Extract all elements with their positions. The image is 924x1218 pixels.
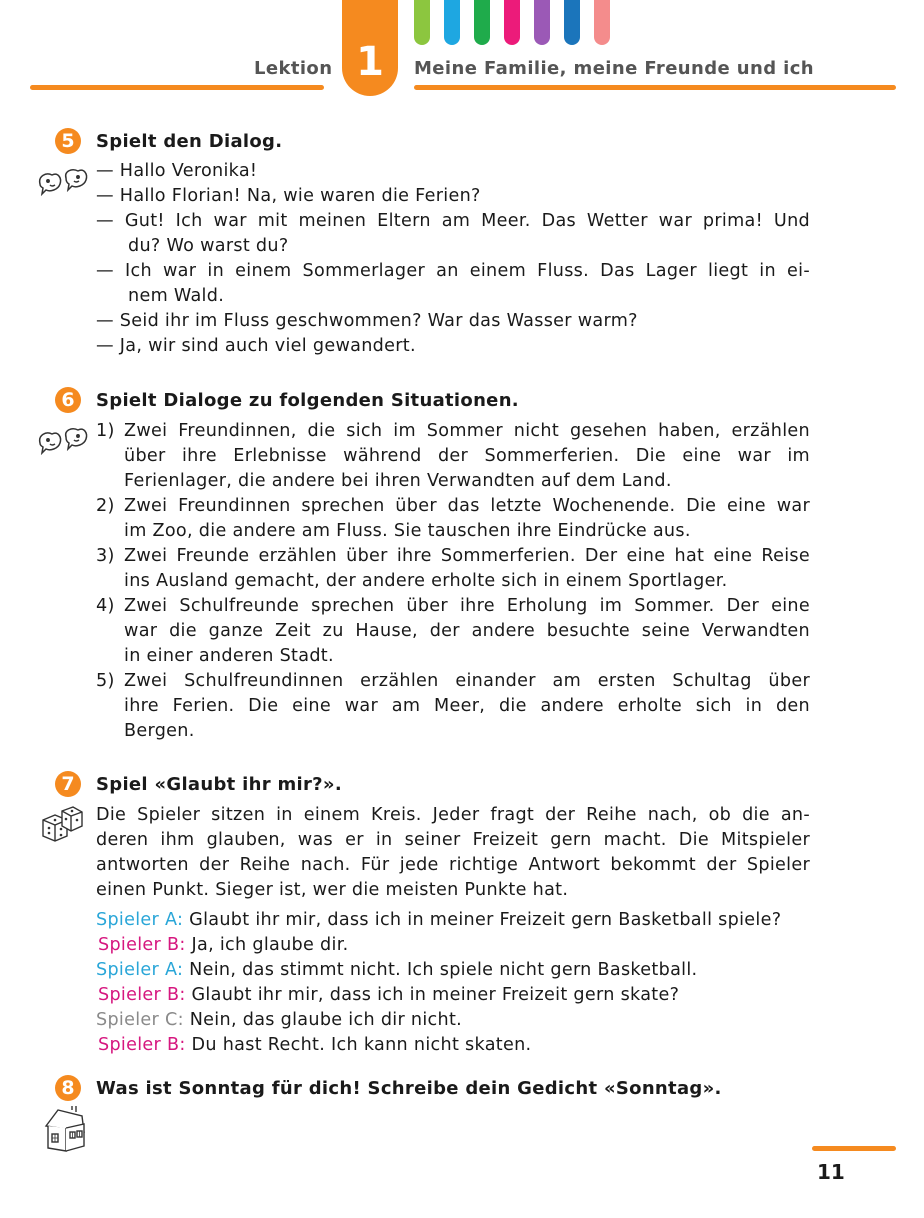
rules-line: Die Spieler sitzen in einem Kreis. Jeder fragt der Reihe nach, ob die an- xyxy=(96,805,810,825)
speaker-label: Spieler A: xyxy=(96,910,184,930)
list-item-line: war die ganze Zeit zu Hause, der andere besuchte seine Verwandten xyxy=(124,621,810,641)
exercise-7-heading: Spiel «Glaubt ihr mir?». xyxy=(96,774,342,795)
exercise-8-number: 8 xyxy=(55,1075,81,1101)
color-stripe xyxy=(564,0,580,45)
dice-icon xyxy=(40,806,84,842)
speaker-text: Du hast Recht. Ich kann nicht skaten. xyxy=(191,1035,532,1055)
speaker-text: Glaubt ihr mir, dass ich in meiner Freizeit gern skate? xyxy=(191,985,680,1005)
speaker-label: Spieler B: xyxy=(98,1035,186,1055)
color-stripe xyxy=(534,0,550,45)
exercise-5-heading: Spielt den Dialog. xyxy=(96,131,283,152)
list-item-number: 1) xyxy=(96,421,115,441)
speaker-text: Glaubt ihr mir, dass ich in meiner Freizeit gern Basketball spiele? xyxy=(189,910,782,930)
list-item-line: Zwei Freundinnen sprechen über das letzte Wochenende. Die eine war xyxy=(124,496,810,516)
list-item-line: Zwei Schulfreundinnen erzählen einander am ersten Schultag über xyxy=(124,671,810,691)
dialog-row xyxy=(96,1008,462,1033)
dialog-line: — Seid ihr im Fluss geschwommen? War das Wasser warm? xyxy=(96,311,638,331)
exercise-7-number: 7 xyxy=(55,771,81,797)
header-rule-left xyxy=(30,85,324,90)
list-item-line: Bergen. xyxy=(124,721,195,741)
list-item-line: Ferienlager, die andere bei ihren Verwandten auf dem Land. xyxy=(124,471,672,491)
list-item-line: im Zoo, die andere am Fluss. Sie tauschen ihre Eindrücke aus. xyxy=(124,521,691,541)
speaker-text: Nein, das stimmt nicht. Ich spiele nicht gern Basketball. xyxy=(189,960,698,980)
list-item-line: Zwei Freunde erzählen über ihre Sommerferien. Der eine hat eine Reise xyxy=(124,546,810,566)
dialog-line: du? Wo warst du? xyxy=(128,236,289,256)
list-item-number: 5) xyxy=(96,671,115,691)
exercise-5-number: 5 xyxy=(55,128,81,154)
pair-work-icon xyxy=(36,166,90,196)
color-stripe xyxy=(594,0,610,45)
rules-line: deren ihm glauben, was er in seiner Freizeit gern macht. Die Mitspieler xyxy=(96,830,810,850)
speaker-label: Spieler A: xyxy=(96,960,184,980)
lesson-number: 1 xyxy=(356,39,384,85)
speaker-label: Spieler B: xyxy=(98,985,186,1005)
speaker-text: Nein, das glaube ich dir nicht. xyxy=(189,1010,463,1030)
dialog-row xyxy=(96,958,697,983)
dialog-line: — Hallo Florian! Na, wie waren die Ferien? xyxy=(96,186,481,206)
list-item-line: in einer anderen Stadt. xyxy=(124,646,334,666)
list-item-number: 4) xyxy=(96,596,115,616)
lektion-label: Lektion xyxy=(254,58,333,79)
house-icon xyxy=(44,1106,86,1152)
speaker-label: Spieler C: xyxy=(96,1010,184,1030)
list-item-line: Zwei Freundinnen, die sich im Sommer nicht gesehen haben, erzählen xyxy=(124,421,810,441)
chapter-title: Meine Familie, meine Freunde und ich xyxy=(414,58,815,79)
rules-line: einen Punkt. Sieger ist, wer die meisten Punkte hat. xyxy=(96,880,569,900)
exercise-6-number: 6 xyxy=(55,387,81,413)
page-number: 11 xyxy=(817,1160,845,1184)
color-stripe xyxy=(414,0,430,45)
dialog-line: — Hallo Veronika! xyxy=(96,161,258,181)
rules-line: antworten der Reihe nach. Für jede richtige Antwort bekommt der Spieler xyxy=(96,855,810,875)
list-item-line: ins Ausland gemacht, der andere erholte sich in einem Sportlager. xyxy=(124,571,728,591)
exercise-8-heading: Was ist Sonntag für dich! Schreibe dein Gedicht «Sonntag». xyxy=(96,1078,722,1099)
dialog-line: — Gut! Ich war mit meinen Eltern am Meer. Das Wetter war prima! Und xyxy=(96,211,810,231)
lesson-number-tab xyxy=(342,0,398,96)
dialog-row xyxy=(98,933,349,958)
color-stripe xyxy=(444,0,460,45)
pair-work-icon xyxy=(36,425,90,455)
list-item-number: 3) xyxy=(96,546,115,566)
color-stripe xyxy=(474,0,490,45)
dialog-row xyxy=(98,983,679,1008)
footer-rule xyxy=(812,1146,896,1151)
dialog-line: nem Wald. xyxy=(128,286,225,306)
exercise-6-heading: Spielt Dialoge zu folgenden Situationen. xyxy=(96,390,519,411)
list-item-line: ihre Ferien. Die eine war am Meer, die andere erholte sich in den xyxy=(124,696,810,716)
dialog-row xyxy=(98,1033,531,1058)
dialog-line: — Ich war in einem Sommerlager an einem Fluss. Das Lager liegt in ei- xyxy=(96,261,810,281)
list-item-line: über ihre Erlebnisse während der Sommerferien. Die eine war im xyxy=(124,446,810,466)
list-item-line: Zwei Schulfreunde sprechen über ihre Erholung im Sommer. Der eine xyxy=(124,596,810,616)
speaker-label: Spieler B: xyxy=(98,935,186,955)
list-item-number: 2) xyxy=(96,496,115,516)
header-rule-right xyxy=(414,85,896,90)
speaker-text: Ja, ich glaube dir. xyxy=(191,935,349,955)
dialog-row xyxy=(96,908,781,933)
dialog-line: — Ja, wir sind auch viel gewandert. xyxy=(96,336,416,356)
color-stripe xyxy=(504,0,520,45)
